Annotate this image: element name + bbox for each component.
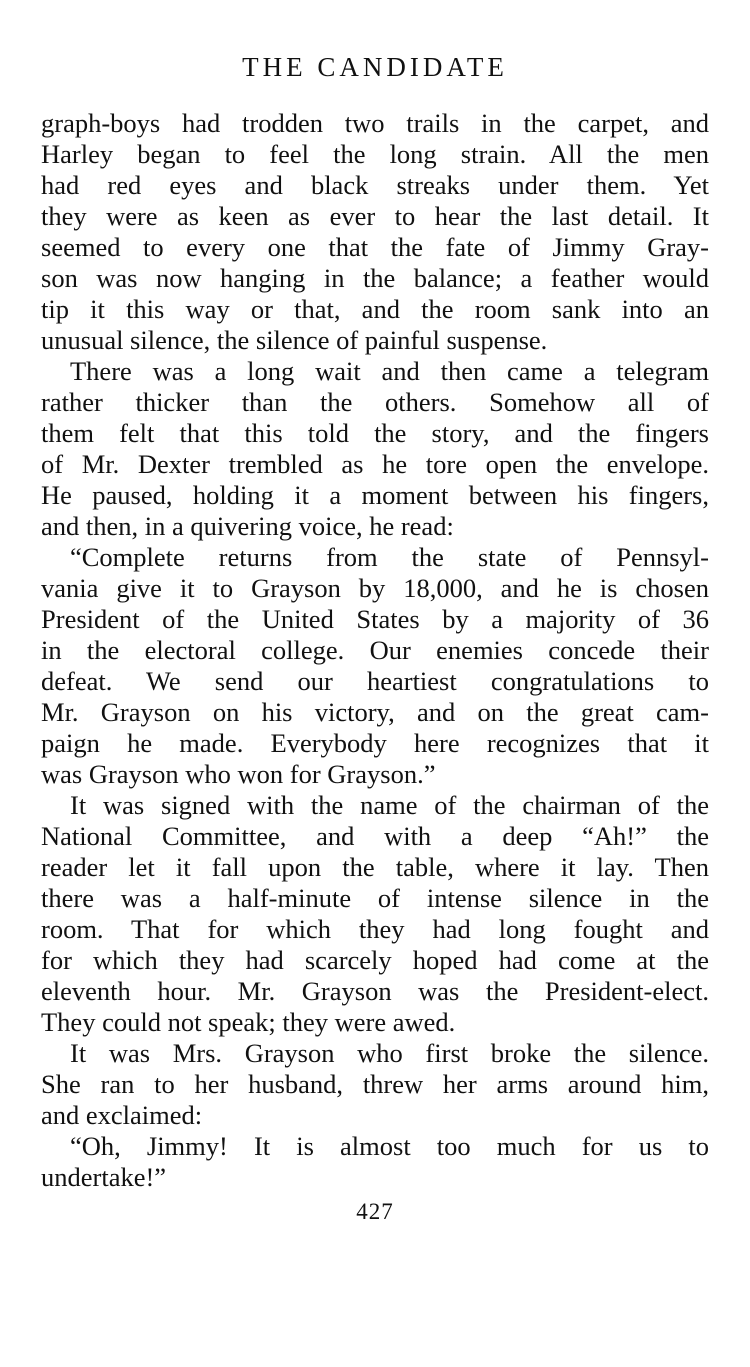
- text-line: defeat. We send our heartiest congratulations to: [41, 666, 709, 696]
- page-number: 427: [356, 1199, 394, 1224]
- text-line: was Grayson who won for Grayson.”: [41, 759, 436, 789]
- text-line: There was a long wait and then came a telegram: [70, 356, 709, 386]
- text-line: of Mr. Dexter trembled as he tore open the envelope.: [41, 449, 709, 479]
- text-line: paign he made. Everybody here recognizes that it: [41, 728, 709, 758]
- text-line: unusual silence, the silence of painful suspense.: [41, 325, 548, 355]
- text-line: and then, in a quivering voice, he read:: [41, 511, 454, 541]
- text-line: undertake!”: [41, 1162, 167, 1192]
- text-line: It was signed with the name of the chairman of the: [70, 790, 709, 820]
- text-line: son was now hanging in the balance; a feather would: [41, 263, 709, 293]
- text-line: seemed to every one that the fate of Jimmy Gray-: [41, 232, 709, 262]
- text-line: had red eyes and black streaks under them. Yet: [41, 170, 709, 200]
- text-line: in the electoral college. Our enemies concede their: [41, 635, 709, 665]
- text-line: He paused, holding it a moment between his fingers,: [41, 480, 709, 510]
- text-line: reader let it fall upon the table, where it lay. Then: [41, 852, 709, 882]
- text-line: They could not speak; they were awed.: [41, 1007, 456, 1037]
- text-line: they were as keen as ever to hear the last detail. It: [41, 201, 709, 231]
- text-line: graph-boys had trodden two trails in the carpet, and: [41, 108, 709, 138]
- text-line: National Committee, and with a deep “Ah!” the: [41, 821, 709, 851]
- text-line: “Oh, Jimmy! It is almost too much for us to: [70, 1131, 709, 1161]
- text-line: tip it this way or that, and the room sank into an: [41, 294, 709, 324]
- text-line: and exclaimed:: [41, 1100, 203, 1130]
- text-line: them felt that this told the story, and the fingers: [41, 418, 709, 448]
- text-line: “Complete returns from the state of Pennsyl-: [70, 542, 709, 572]
- text-line: room. That for which they had long fought and: [41, 914, 709, 944]
- text-line: vania give it to Grayson by 18,000, and he is chosen: [41, 573, 709, 603]
- text-line: rather thicker than the others. Somehow all of: [41, 387, 709, 417]
- text-line: Mr. Grayson on his victory, and on the great cam-: [41, 697, 709, 727]
- body-text: [41, 108, 709, 1193]
- text-line: there was a half-minute of intense silence in the: [41, 883, 709, 913]
- text-line: President of the United States by a majority of 36: [41, 604, 709, 634]
- text-line: eleventh hour. Mr. Grayson was the President-elect.: [41, 976, 709, 1006]
- text-line: She ran to her husband, threw her arms around him,: [41, 1069, 709, 1099]
- text-line: Harley began to feel the long strain. All the men: [41, 139, 709, 169]
- running-head: THE CANDIDATE: [242, 52, 508, 82]
- text-line: for which they had scarcely hoped had come at the: [41, 945, 709, 975]
- text-line: It was Mrs. Grayson who first broke the silence.: [70, 1038, 709, 1068]
